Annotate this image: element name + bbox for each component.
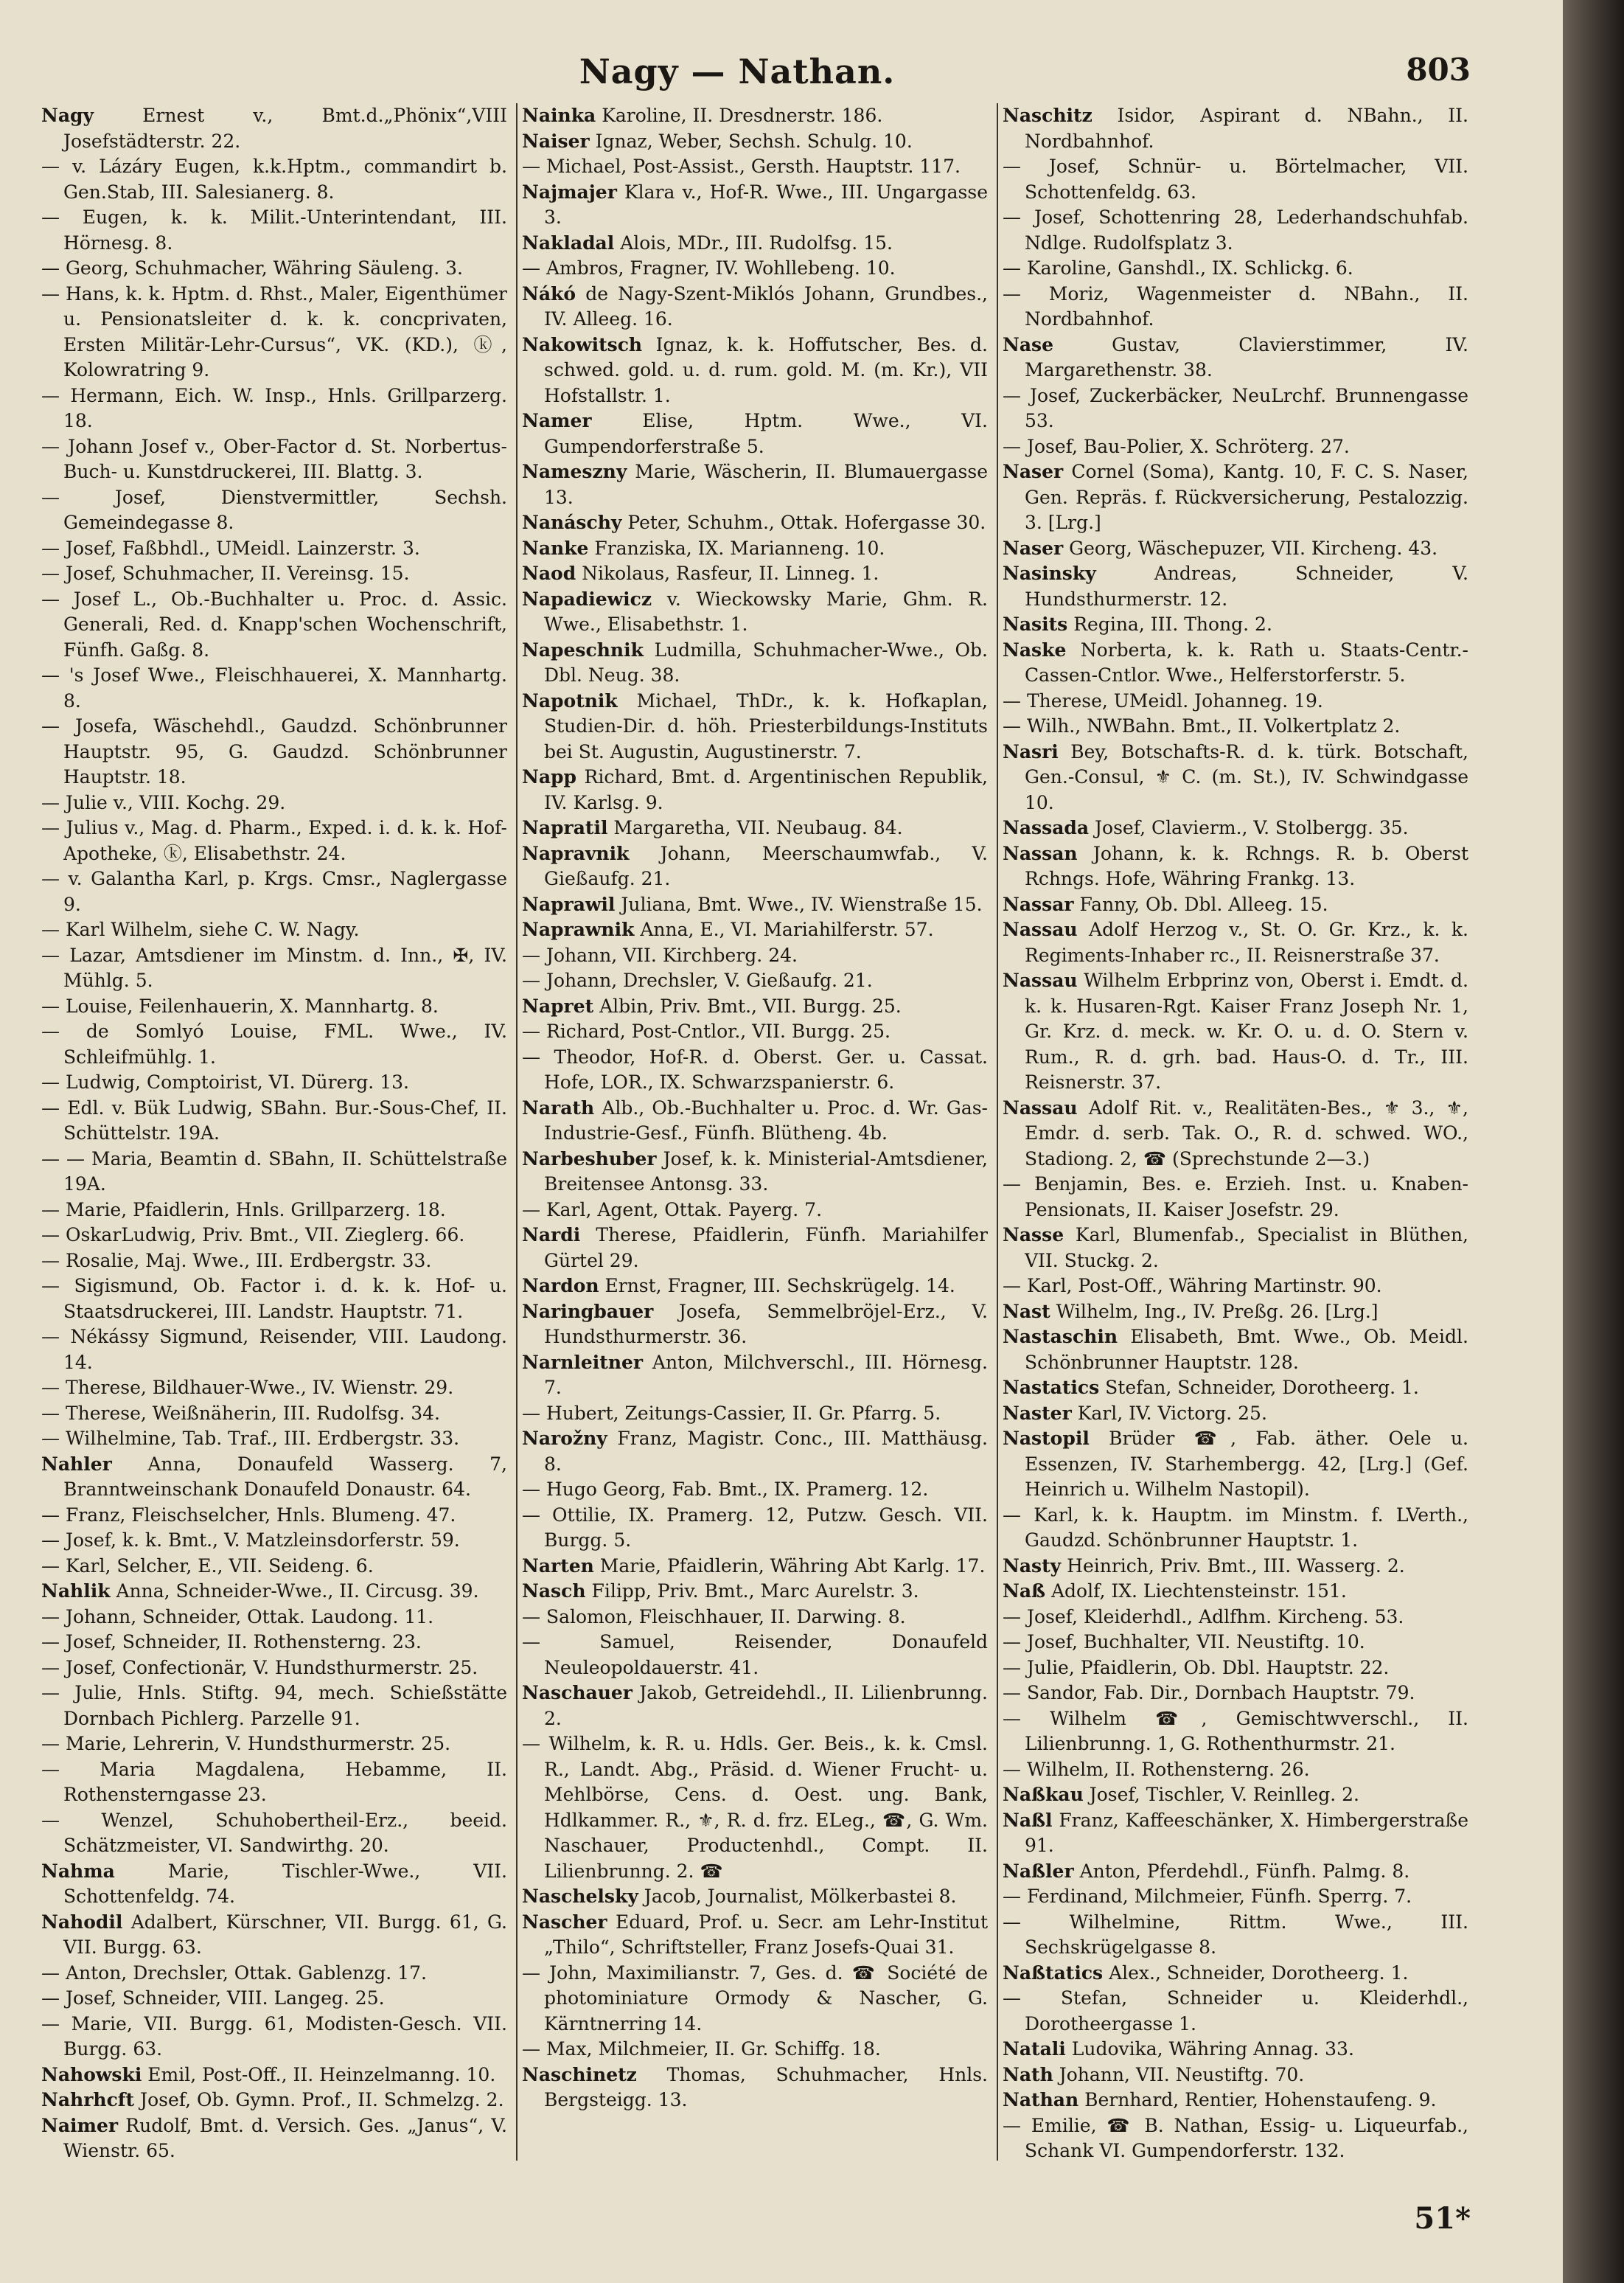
directory-entry: — Michael, Post-Assist., Gersth. Hauptstr. 117. xyxy=(522,156,961,177)
directory-entry: — Salomon, Fleischhauer, II. Darwing. 8. xyxy=(522,1605,906,1627)
directory-entry: — Lazar, Amtsdiener im Minstm. d. Inn., ✠, IV. Mühlg. 5. xyxy=(41,944,507,991)
directory-entry: — Josef, Kleiderhdl., Adlfhm. Kircheng. 53. xyxy=(1003,1605,1404,1627)
directory-entry: Naser Georg, Wäschepuzer, VII. Kircheng. 43. xyxy=(1003,537,1438,559)
directory-entry: — v. Lázáry Eugen, k.k.Hptm., commandirt b. Gen.Stab, III. Salesianerg. 8. xyxy=(41,156,507,203)
directory-entry: — Josef, k. k. Bmt., V. Matzleinsdorferstr. 59. xyxy=(41,1529,460,1551)
directory-entry: — Josef, Schnür- u. Börtelmacher, VII. Schottenfeldg. 63. xyxy=(1003,156,1468,203)
directory-entry: — Edl. v. Bük Ludwig, SBahn. Bur.-Sous-Chef, II. Schüttelstr. 19A. xyxy=(41,1097,507,1144)
directory-entry: — Julius v., Mag. d. Pharm., Exped. i. d. k. k. Hof-Apotheke, ⓚ, Elisabethstr. 24. xyxy=(41,817,507,864)
directory-entry: — Ambros, Fragner, IV. Wohllebeng. 10. xyxy=(522,257,896,279)
directory-entry: Narath Alb., Ob.-Buchhalter u. Proc. d. Wr. Gas-Industrie-Gesf., Fünfh. Blütheng. 4b. xyxy=(522,1097,988,1144)
directory-entry: — Maria Magdalena, Hebamme, II. Rothensterngasse 23. xyxy=(41,1758,507,1805)
directory-entry: — Wilhelmine, Rittm. Wwe., III. Sechskrügelgasse 8. xyxy=(1003,1911,1468,1958)
directory-entry: — Wilhelm, II. Rothensterng. 26. xyxy=(1003,1758,1310,1780)
directory-entry: — Nékássy Sigmund, Reisender, VIII. Laudong. 14. xyxy=(41,1326,507,1373)
directory-entry: Nath Johann, VII. Neustiftg. 70. xyxy=(1003,2063,1305,2085)
directory-entry: — de Somlyó Louise, FML. Wwe., IV. Schleifmühlg. 1. xyxy=(41,1021,507,1068)
directory-entry: — 's Josef Wwe., Fleischhauerei, X. Mannhartg. 8. xyxy=(41,664,507,712)
directory-entry: — Therese, Weißnäherin, III. Rudolfsg. 34. xyxy=(41,1402,441,1424)
directory-entry: Nahler Anna, Donaufeld Wasserg. 7, Branntweinschank Donaufeld Donaustr. 64. xyxy=(41,1453,507,1500)
directory-entry: — Eugen, k. k. Milit.-Unterintendant, III. Hörnesg. 8. xyxy=(41,206,507,254)
directory-entry: Nasty Heinrich, Priv. Bmt., III. Wasserg. 2. xyxy=(1003,1554,1405,1577)
directory-entry: Naringbauer Josefa, Semmelbröjel-Erz., V. Hundsthurmerstr. 36. xyxy=(522,1300,988,1347)
directory-entry: Nainka Karoline, II. Dresdnerstr. 186. xyxy=(522,105,883,126)
directory-entry: Nasse Karl, Blumenfab., Specialist in Blüthen, VII. Stuckg. 2. xyxy=(1003,1224,1468,1271)
directory-entry: Napp Richard, Bmt. d. Argentinischen Republik, IV. Karlsg. 9. xyxy=(522,766,988,813)
directory-entry: Nathan Bernhard, Rentier, Hohenstaufeng. 9. xyxy=(1003,2089,1437,2110)
directory-entry: — Wilh., NWBahn. Bmt., II. Volkertplatz 2. xyxy=(1003,715,1401,737)
page-number: 803 xyxy=(1406,52,1471,88)
directory-entry: — Marie, Pfaidlerin, Hnls. Grillparzerg. 18. xyxy=(41,1198,446,1220)
directory-entry: — Julie, Pfaidlerin, Ob. Dbl. Hauptstr. 22. xyxy=(1003,1656,1390,1678)
directory-entry: Namer Elise, Hptm. Wwe., VI. Gumpendorferstraße 5. xyxy=(522,410,988,457)
directory-entry: — Hubert, Zeitungs-Cassier, II. Gr. Pfarrg. 5. xyxy=(522,1402,941,1424)
directory-entry: — Josef, Confectionär, V. Hundsthurmerstr. 25. xyxy=(41,1656,478,1678)
directory-entry: — Theodor, Hof-R. d. Oberst. Ger. u. Cassat. Hofe, LOR., IX. Schwarzspanierstr. 6. xyxy=(522,1046,988,1093)
directory-entry: — Josef, Schuhmacher, II. Vereinsg. 15. xyxy=(41,563,410,584)
directory-entry: — Karl, Post-Off., Währing Martinstr. 90. xyxy=(1003,1275,1382,1296)
directory-entry: — Josef, Zuckerbäcker, NeuLrchf. Brunnengasse 53. xyxy=(1003,384,1468,431)
directory-entry: — Josef, Faßbhdl., UMeidl. Lainzerstr. 3. xyxy=(41,537,420,559)
directory-entry: Narožny Franz, Magistr. Conc., III. Matthäusg. 8. xyxy=(522,1428,988,1475)
directory-entry: — Marie, Lehrerin, V. Hundsthurmerstr. 25. xyxy=(41,1733,451,1754)
directory-entry: Nahma Marie, Tischler-Wwe., VII. Schottenfeldg. 74. xyxy=(41,1860,507,1907)
directory-entry: Nasri Bey, Botschafts-R. d. k. türk. Botschaft, Gen.-Consul, ⚜ C. (m. St.), IV. Schwindgasse 10. xyxy=(1003,740,1468,813)
directory-entry: Nasinsky Andreas, Schneider, V. Hundsthurmerstr. 12. xyxy=(1003,563,1468,610)
directory-entry: Naschinetz Thomas, Schuhmacher, Hnls. Bergsteigg. 13. xyxy=(522,2063,988,2110)
directory-entry: Nanke Franziska, IX. Marianneng. 10. xyxy=(522,537,885,559)
directory-entry: Naschauer Jakob, Getreidehdl., II. Lilienbrunng. 2. xyxy=(522,1682,988,1729)
directory-entry: — Julie, Hnls. Stiftg. 94, mech. Schießstätte Dornbach Pichlerg. Parzelle 91. xyxy=(41,1682,507,1729)
directory-entry: — Karoline, Ganshdl., IX. Schlickg. 6. xyxy=(1003,257,1353,279)
directory-entry: Nanáschy Peter, Schuhm., Ottak. Hofergasse 30. xyxy=(522,512,986,533)
column-1 xyxy=(41,103,507,2161)
directory-entry: — Johann, Drechsler, V. Gießaufg. 21. xyxy=(522,970,873,991)
directory-columns xyxy=(41,103,1471,2161)
directory-entry: — Benjamin, Bes. e. Erzieh. Inst. u. Knaben-Pensionats, II. Kaiser Josefstr. 29. xyxy=(1003,1173,1468,1220)
directory-entry: — Wilhelm, k. R. u. Hdls. Ger. Beis., k. k. Cmsl. R., Landt. Abg., Präsid. d. Wiener Frucht- u. Mehlbörse, Cens. d. Oest. ung. Bank, Hdlkammer. R., ⚜, R. d. frz. ELeg., ☎, G. Wm. Naschauer, Productenhdl., Compt. II. Lilienbrunng. 2. ☎ xyxy=(522,1733,988,1882)
directory-entry: — Stefan, Schneider u. Kleiderhdl., Dorotheergasse 1. xyxy=(1003,1987,1468,2034)
directory-entry: — Sigismund, Ob. Factor i. d. k. k. Hof- u. Staatsdruckerei, III. Landstr. Hauptstr. 71. xyxy=(41,1275,507,1322)
directory-entry: — John, Maximilianstr. 7, Ges. d. ☎ Société de photominiature Ormody & Nascher, G. Kärntnerring 14. xyxy=(522,1961,988,2034)
directory-entry: Naser Cornel (Soma), Kantg. 10, F. C. S. Naser, Gen. Repräs. f. Rückversicherung, Pestalozzig. 3. [Lrg.] xyxy=(1003,461,1468,533)
directory-entry: Naiser Ignaz, Weber, Sechsh. Schulg. 10. xyxy=(522,130,913,152)
directory-entry: — Josefa, Wäschehdl., Gaudzd. Schönbrunner Hauptstr. 95, G. Gaudzd. Schönbrunner Hauptstr. 18. xyxy=(41,715,507,788)
directory-entry: Naßl Franz, Kaffeeschänker, X. Himbergerstraße 91. xyxy=(1003,1809,1468,1856)
directory-entry: — Max, Milchmeier, II. Gr. Schiffg. 18. xyxy=(522,2038,881,2060)
directory-entry: Nassada Josef, Clavierm., V. Stolbergg. 35. xyxy=(1003,817,1409,838)
directory-entry: Nahodil Adalbert, Kürschner, VII. Burgg. 61, G. VII. Burgg. 63. xyxy=(41,1911,507,1958)
directory-entry: Nagy Ernest v., Bmt.d.„Phönix“,VIII Josefstädterstr. 22. xyxy=(41,105,507,152)
directory-entry: Narbeshuber Josef, k. k. Ministerial-Amtsdiener, Breitensee Antonsg. 33. xyxy=(522,1147,988,1195)
running-title: Nagy — Nathan. xyxy=(579,52,896,91)
directory-entry: — Rosalie, Maj. Wwe., III. Erdbergstr. 33. xyxy=(41,1249,432,1271)
directory-entry: Napravnik Johann, Meerschaumwfab., V. Gießaufg. 21. xyxy=(522,842,988,889)
directory-entry: — Josef, Bau-Polier, X. Schröterg. 27. xyxy=(1003,435,1350,457)
directory-entry: Nast Wilhelm, Ing., IV. Preßg. 26. [Lrg.] xyxy=(1003,1300,1379,1322)
directory-entry: — Hans, k. k. Hptm. d. Rhst., Maler, Eigenthümer u. Pensionatsleiter d. k. k. concprivaten, Ersten Militär-Lehr-Cursus“, VK. (KD.), ⓚ, Kolowratring 9. xyxy=(41,282,507,380)
directory-entry: Nahrhcft Josef, Ob. Gymn. Prof., II. Schmelzg. 2. xyxy=(41,2089,504,2110)
directory-entry: Nase Gustav, Clavierstimmer, IV. Margarethenstr. 38. xyxy=(1003,333,1468,380)
directory-entry: Narnleitner Anton, Milchverschl., III. Hörnesg. 7. xyxy=(522,1351,988,1398)
directory-entry: — Moriz, Wagenmeister d. NBahn., II. Nordbahnhof. xyxy=(1003,282,1468,330)
directory-entry: — Josef, Schneider, VIII. Langeg. 25. xyxy=(41,1987,385,2009)
directory-entry: — Louise, Feilenhauerin, X. Mannhartg. 8. xyxy=(41,995,439,1017)
directory-entry: Naster Karl, IV. Victorg. 25. xyxy=(1003,1402,1267,1424)
directory-entry: — Wilhelmine, Tab. Traf., III. Erdbergstr. 33. xyxy=(41,1428,460,1449)
directory-entry: — Emilie, ☎ B. Nathan, Essig- u. Liqueurfab., Schank VI. Gumpendorferstr. 132. xyxy=(1003,2114,1468,2161)
directory-entry: Naimer Rudolf, Bmt. d. Versich. Ges. „Janus“, V. Wienstr. 65. xyxy=(41,2114,507,2161)
directory-entry: — Hermann, Eich. W. Insp., Hnls. Grillparzerg. 18. xyxy=(41,384,507,431)
directory-entry: — Sandor, Fab. Dir., Dornbach Hauptstr. 79. xyxy=(1003,1682,1415,1703)
directory-entry: — Karl Wilhelm, siehe C. W. Nagy. xyxy=(41,919,360,940)
directory-entry: Najmajer Klara v., Hof-R. Wwe., III. Ungargasse 3. xyxy=(522,181,988,228)
directory-entry: Nasits Regina, III. Thong. 2. xyxy=(1003,614,1272,635)
directory-entry: Napeschnik Ludmilla, Schuhmacher-Wwe., Ob. Dbl. Neug. 38. xyxy=(522,639,988,686)
directory-entry: Nákó de Nagy-Szent-Miklós Johann, Grundbes., IV. Alleeg. 16. xyxy=(522,282,988,330)
directory-entry: Nastatics Stefan, Schneider, Dorotheerg. 1. xyxy=(1003,1377,1419,1398)
directory-entry: Naod Nikolaus, Rasfeur, II. Linneg. 1. xyxy=(522,563,879,584)
directory-entry: Nassau Wilhelm Erbprinz von, Oberst i. Emdt. d. k. k. Husaren-Rgt. Kaiser Franz Joseph Nr. 1, Gr. Krz. d. meck. w. Kr. O. u. d. O. Stern v. Rum., R. d. grh. bad. Haus-O. d. Tr., III. Reisnerstr. 37. xyxy=(1003,970,1468,1093)
printer-signature: 51* xyxy=(1414,2201,1471,2236)
book-spine-edge xyxy=(1563,0,1624,2283)
directory-entry: — Ludwig, Comptoirist, VI. Dürerg. 13. xyxy=(41,1071,409,1093)
directory-entry: Naßtatics Alex., Schneider, Dorotheerg. 1. xyxy=(1003,1961,1409,1984)
directory-entry: Naschelsky Jacob, Journalist, Mölkerbastei 8. xyxy=(522,1886,957,1907)
directory-entry: — — Maria, Beamtin d. SBahn, II. Schüttelstraße 19A. xyxy=(41,1147,507,1195)
column-3 xyxy=(1003,103,1468,2161)
page-header xyxy=(0,52,1563,103)
directory-entry: Narten Marie, Pfaidlerin, Währing Abt Karlg. 17. xyxy=(522,1554,986,1577)
directory-entry: — Franz, Fleischselcher, Hnls. Blumeng. 47. xyxy=(41,1504,456,1526)
directory-entry: Nascher Eduard, Prof. u. Secr. am Lehr-Institut „Thilo“, Schriftsteller, Franz Josefs-Quai 31. xyxy=(522,1911,988,1958)
directory-entry: Nassau Adolf Herzog v., St. O. Gr. Krz., k. k. Regiments-Inhaber rc., II. Reisnerstraße 37. xyxy=(1003,919,1468,966)
directory-entry: Nakladal Alois, MDr., III. Rudolfsg. 15. xyxy=(522,232,893,254)
directory-entry: — Josef, Buchhalter, VII. Neustiftg. 10. xyxy=(1003,1631,1365,1653)
column-2 xyxy=(522,103,988,2161)
directory-entry: Naßkau Josef, Tischler, V. Reinlleg. 2. xyxy=(1003,1784,1359,1805)
directory-entry: — Karl, k. k. Hauptm. im Minstm. f. LVerth., Gaudzd. Schönbrunner Hauptstr. 1. xyxy=(1003,1504,1468,1551)
directory-entry: Nameszny Marie, Wäscherin, II. Blumauergasse 13. xyxy=(522,461,988,508)
directory-entry: Naschitz Isidor, Aspirant d. NBahn., II. Nordbahnhof. xyxy=(1003,105,1468,152)
directory-entry: — Josef L., Ob.-Buchhalter u. Proc. d. Assic. Generali, Red. d. Knapp'schen Wochenschrift, Fünfh. Gaßg. 8. xyxy=(41,588,507,661)
directory-entry: — Richard, Post-Cntlor., VII. Burgg. 25. xyxy=(522,1021,891,1042)
directory-entry: Napret Albin, Priv. Bmt., VII. Burgg. 25. xyxy=(522,995,902,1017)
directory-entry: — Wenzel, Schuhobertheil-Erz., beeid. Schätzmeister, VI. Sandwirthg. 20. xyxy=(41,1809,507,1856)
directory-entry: Napratil Margaretha, VII. Neubaug. 84. xyxy=(522,817,903,838)
directory-entry: — Josef, Schneider, II. Rothensterng. 23. xyxy=(41,1631,422,1653)
directory-entry: Natali Ludovika, Währing Annag. 33. xyxy=(1003,2038,1354,2060)
directory-entry: — Therese, Bildhauer-Wwe., IV. Wienstr. 29. xyxy=(41,1377,454,1398)
directory-entry: — v. Galantha Karl, p. Krgs. Cmsr., Naglergasse 9. xyxy=(41,868,507,915)
directory-entry: Naprawnik Anna, E., VI. Mariahilferstr. 57. xyxy=(522,919,934,940)
directory-entry: — Therese, UMeidl. Johanneg. 19. xyxy=(1003,689,1323,712)
directory-entry: — Hugo Georg, Fab. Bmt., IX. Pramerg. 12. xyxy=(522,1478,929,1500)
directory-entry: — Wilhelm ☎, Gemischtwverschl., II. Lilienbrunng. 1, G. Rothenthurmstr. 21. xyxy=(1003,1707,1468,1754)
directory-entry: Nastaschin Elisabeth, Bmt. Wwe., Ob. Meidl. Schönbrunner Hauptstr. 128. xyxy=(1003,1326,1468,1373)
directory-entry: Napadiewicz v. Wieckowsky Marie, Ghm. R. Wwe., Elisabethstr. 1. xyxy=(522,588,988,635)
directory-entry: Nardon Ernst, Fragner, III. Sechskrügelg. 14. xyxy=(522,1275,955,1296)
directory-entry: — Georg, Schuhmacher, Währing Säuleng. 3. xyxy=(41,257,463,279)
directory-entry: Nasch Filipp, Priv. Bmt., Marc Aurelstr. 3. xyxy=(522,1580,919,1602)
directory-entry: — Samuel, Reisender, Donaufeld Neuleopoldauerstr. 41. xyxy=(522,1631,988,1678)
directory-entry: Nassau Adolf Rit. v., Realitäten-Bes., ⚜ 3., ⚜, Emdr. d. serb. Tak. O., R. d. schwed. WO., Stadiong. 2, ☎ (Sprechstunde 2—3.) xyxy=(1003,1097,1468,1170)
directory-entry: — Julie v., VIII. Kochg. 29. xyxy=(41,791,286,813)
directory-entry: — Marie, VII. Burgg. 61, Modisten-Gesch. VII. Burgg. 63. xyxy=(41,2012,507,2060)
directory-entry: Naske Norberta, k. k. Rath u. Staats-Centr.-Cassen-Cntlor. Wwe., Helferstorferstr. 5. xyxy=(1003,639,1468,686)
directory-entry: Nastopil Brüder ☎, Fab. äther. Oele u. Essenzen, IV. Starhembergg. 42, [Lrg.] (Gef. Heinrich u. Wilhelm Nastopil). xyxy=(1003,1428,1468,1500)
directory-entry: Nahowski Emil, Post-Off., II. Heinzelmanng. 10. xyxy=(41,2063,496,2085)
directory-entry: — Ferdinand, Milchmeier, Fünfh. Sperrg. 7. xyxy=(1003,1886,1412,1907)
directory-entry: — Karl, Agent, Ottak. Payerg. 7. xyxy=(522,1198,823,1220)
directory-entry: — Ottilie, IX. Pramerg. 12, Putzw. Gesch. VII. Burgg. 5. xyxy=(522,1504,988,1551)
directory-entry: Naprawil Juliana, Bmt. Wwe., IV. Wienstraße 15. xyxy=(522,893,983,915)
directory-entry: — Johann, Schneider, Ottak. Laudong. 11. xyxy=(41,1605,434,1627)
directory-entry: — OskarLudwig, Priv. Bmt., VII. Zieglerg. 66. xyxy=(41,1224,465,1245)
directory-entry: — Anton, Drechsler, Ottak. Gablenzg. 17. xyxy=(41,1961,427,1984)
directory-entry: Nahlik Anna, Schneider-Wwe., II. Circusg. 39. xyxy=(41,1580,479,1602)
directory-entry: — Josef, Dienstvermittler, Sechsh. Gemeindegasse 8. xyxy=(41,486,507,533)
directory-entry: Nassar Fanny, Ob. Dbl. Alleeg. 15. xyxy=(1003,893,1328,915)
directory-entry: — Johann Josef v., Ober-Factor d. St. Norbertus-Buch- u. Kunstdruckerei, III. Blattg. 3. xyxy=(41,435,507,482)
directory-entry: Nakowitsch Ignaz, k. k. Hoffutscher, Bes. d. schwed. gold. u. d. rum. gold. M. (m. Kr.), VII Hofstallstr. 1. xyxy=(522,333,988,406)
directory-entry: Nassan Johann, k. k. Rchngs. R. b. Oberst Rchngs. Hofe, Währing Frankg. 13. xyxy=(1003,842,1468,889)
directory-entry: Napotnik Michael, ThDr., k. k. Hofkaplan, Studien-Dir. d. höh. Priesterbildungs-Instituts bei St. Augustin, Augustinerstr. 7. xyxy=(522,689,988,762)
directory-entry: — Johann, VII. Kirchberg. 24. xyxy=(522,944,798,966)
directory-entry: Nardi Therese, Pfaidlerin, Fünfh. Mariahilfer Gürtel 29. xyxy=(522,1224,988,1271)
directory-entry: — Josef, Schottenring 28, Lederhandschuhfab. Ndlge. Rudolfsplatz 3. xyxy=(1003,206,1468,254)
directory-entry: Naß Adolf, IX. Liechtensteinstr. 151. xyxy=(1003,1580,1347,1602)
directory-entry: Naßler Anton, Pferdehdl., Fünfh. Palmg. 8. xyxy=(1003,1860,1410,1882)
directory-entry: — Karl, Selcher, E., VII. Seideng. 6. xyxy=(41,1554,374,1577)
